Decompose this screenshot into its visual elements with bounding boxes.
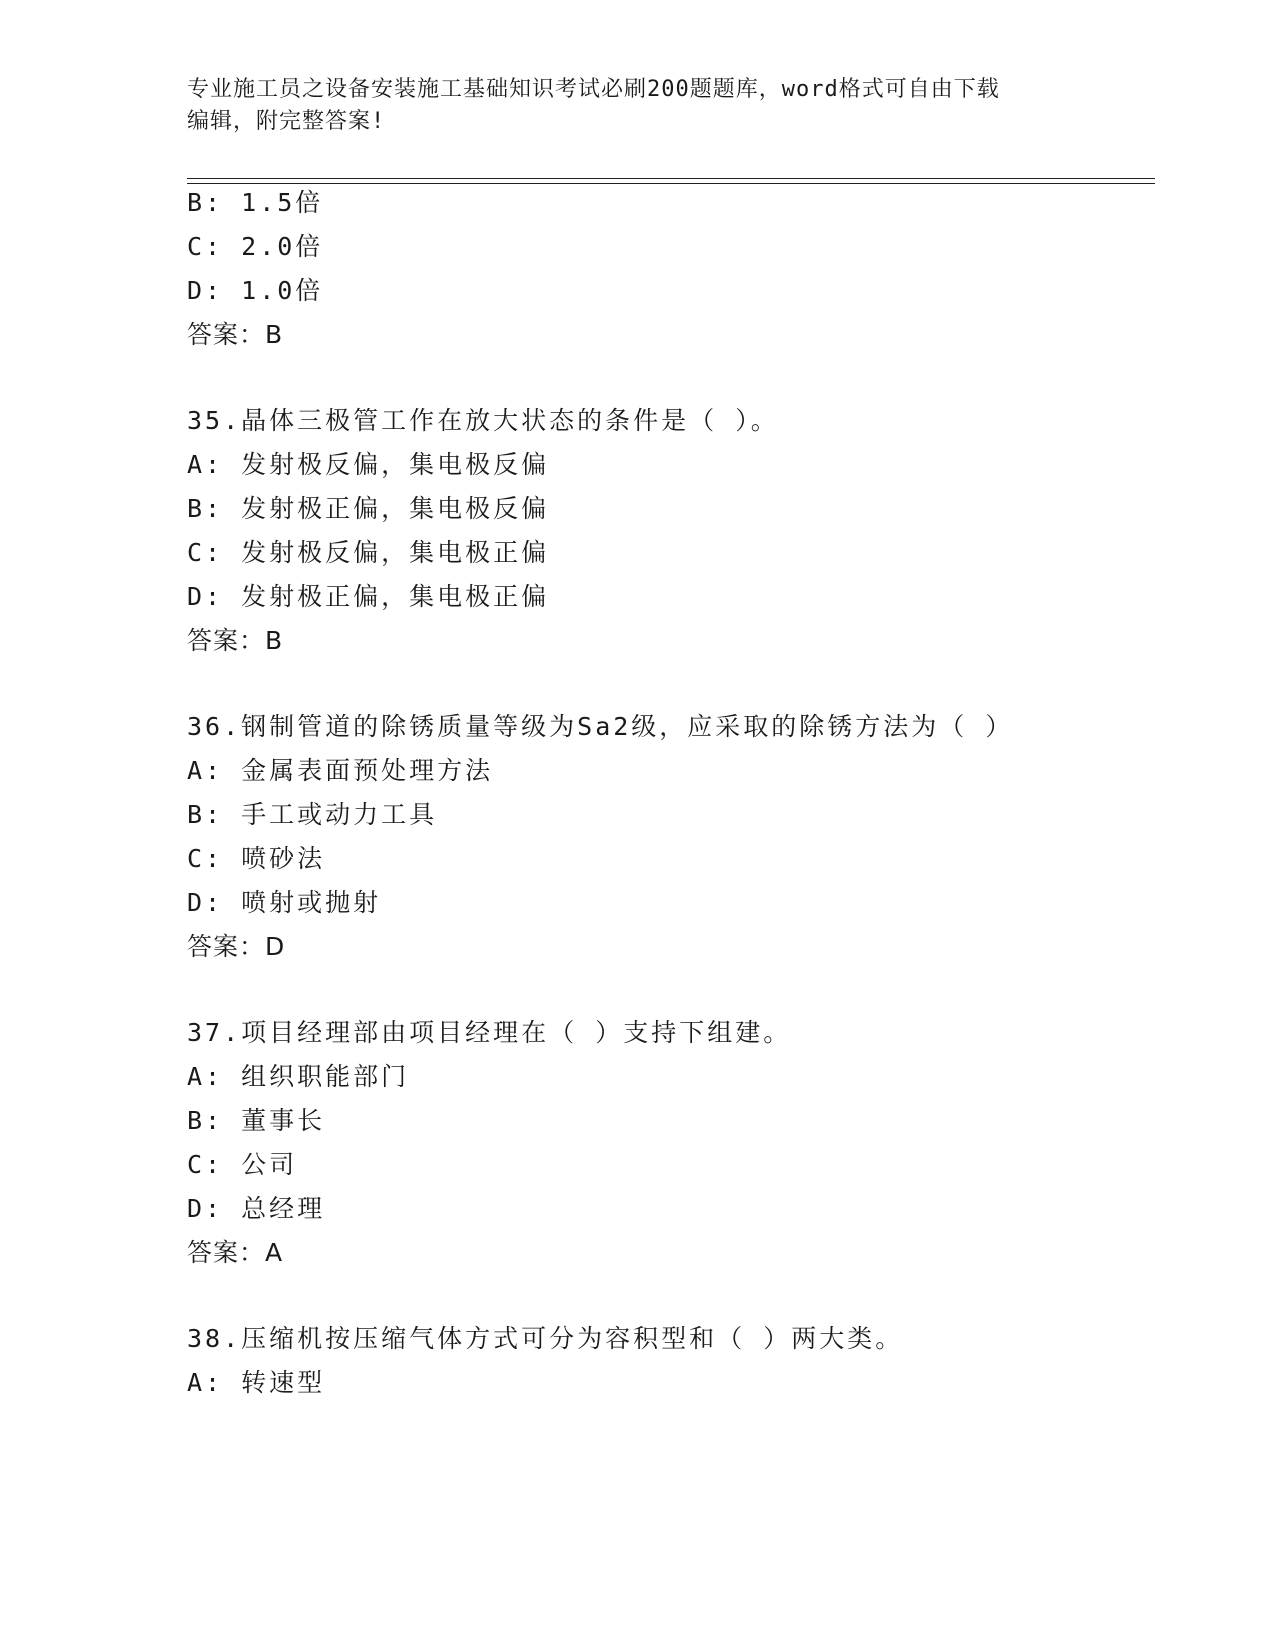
option-b: B: 发射极正偏，集电极反偏 [187, 494, 550, 523]
question-36: 36.钢制管道的除锈质量等级为Sa2级，应采取的除锈方法为（ ） [187, 712, 1014, 741]
header-divider-top [187, 178, 1155, 179]
option-c: C: 公司 [187, 1150, 298, 1179]
answer: 答案：B [187, 626, 284, 655]
header-divider-bottom [187, 183, 1155, 184]
answer: 答案：A [187, 1238, 284, 1267]
option-d: D: 总经理 [187, 1194, 326, 1223]
option-b: B: 1.5倍 [187, 188, 324, 217]
header-title-line-1: 专业施工员之设备安装施工基础知识考试必刷200题题库，word格式可自由下载 [187, 77, 1000, 102]
option-a: A: 发射极反偏，集电极反偏 [187, 450, 550, 479]
option-d: D: 发射极正偏，集电极正偏 [187, 582, 550, 611]
header-title-line-2: 编辑，附完整答案! [187, 109, 386, 134]
option-c: C: 发射极反偏，集电极正偏 [187, 538, 550, 567]
option-d: D: 1.0倍 [187, 276, 324, 305]
option-a: A: 组织职能部门 [187, 1062, 410, 1091]
answer: 答案：D [187, 932, 286, 961]
option-c: C: 喷砂法 [187, 844, 326, 873]
answer: 答案：B [187, 320, 284, 349]
question-35: 35.晶体三极管工作在放大状态的条件是（ ）。 [187, 406, 779, 435]
option-d: D: 喷射或抛射 [187, 888, 382, 917]
option-c: C: 2.0倍 [187, 232, 324, 261]
document-header [187, 74, 1087, 138]
option-b: B: 手工或动力工具 [187, 800, 438, 829]
question-37: 37.项目经理部由项目经理在（ ）支持下组建。 [187, 1018, 792, 1047]
option-b: B: 董事长 [187, 1106, 326, 1135]
option-a: A: 转速型 [187, 1368, 326, 1397]
question-38: 38.压缩机按压缩气体方式可分为容积型和（ ）两大类。 [187, 1324, 904, 1353]
option-a: A: 金属表面预处理方法 [187, 756, 494, 785]
